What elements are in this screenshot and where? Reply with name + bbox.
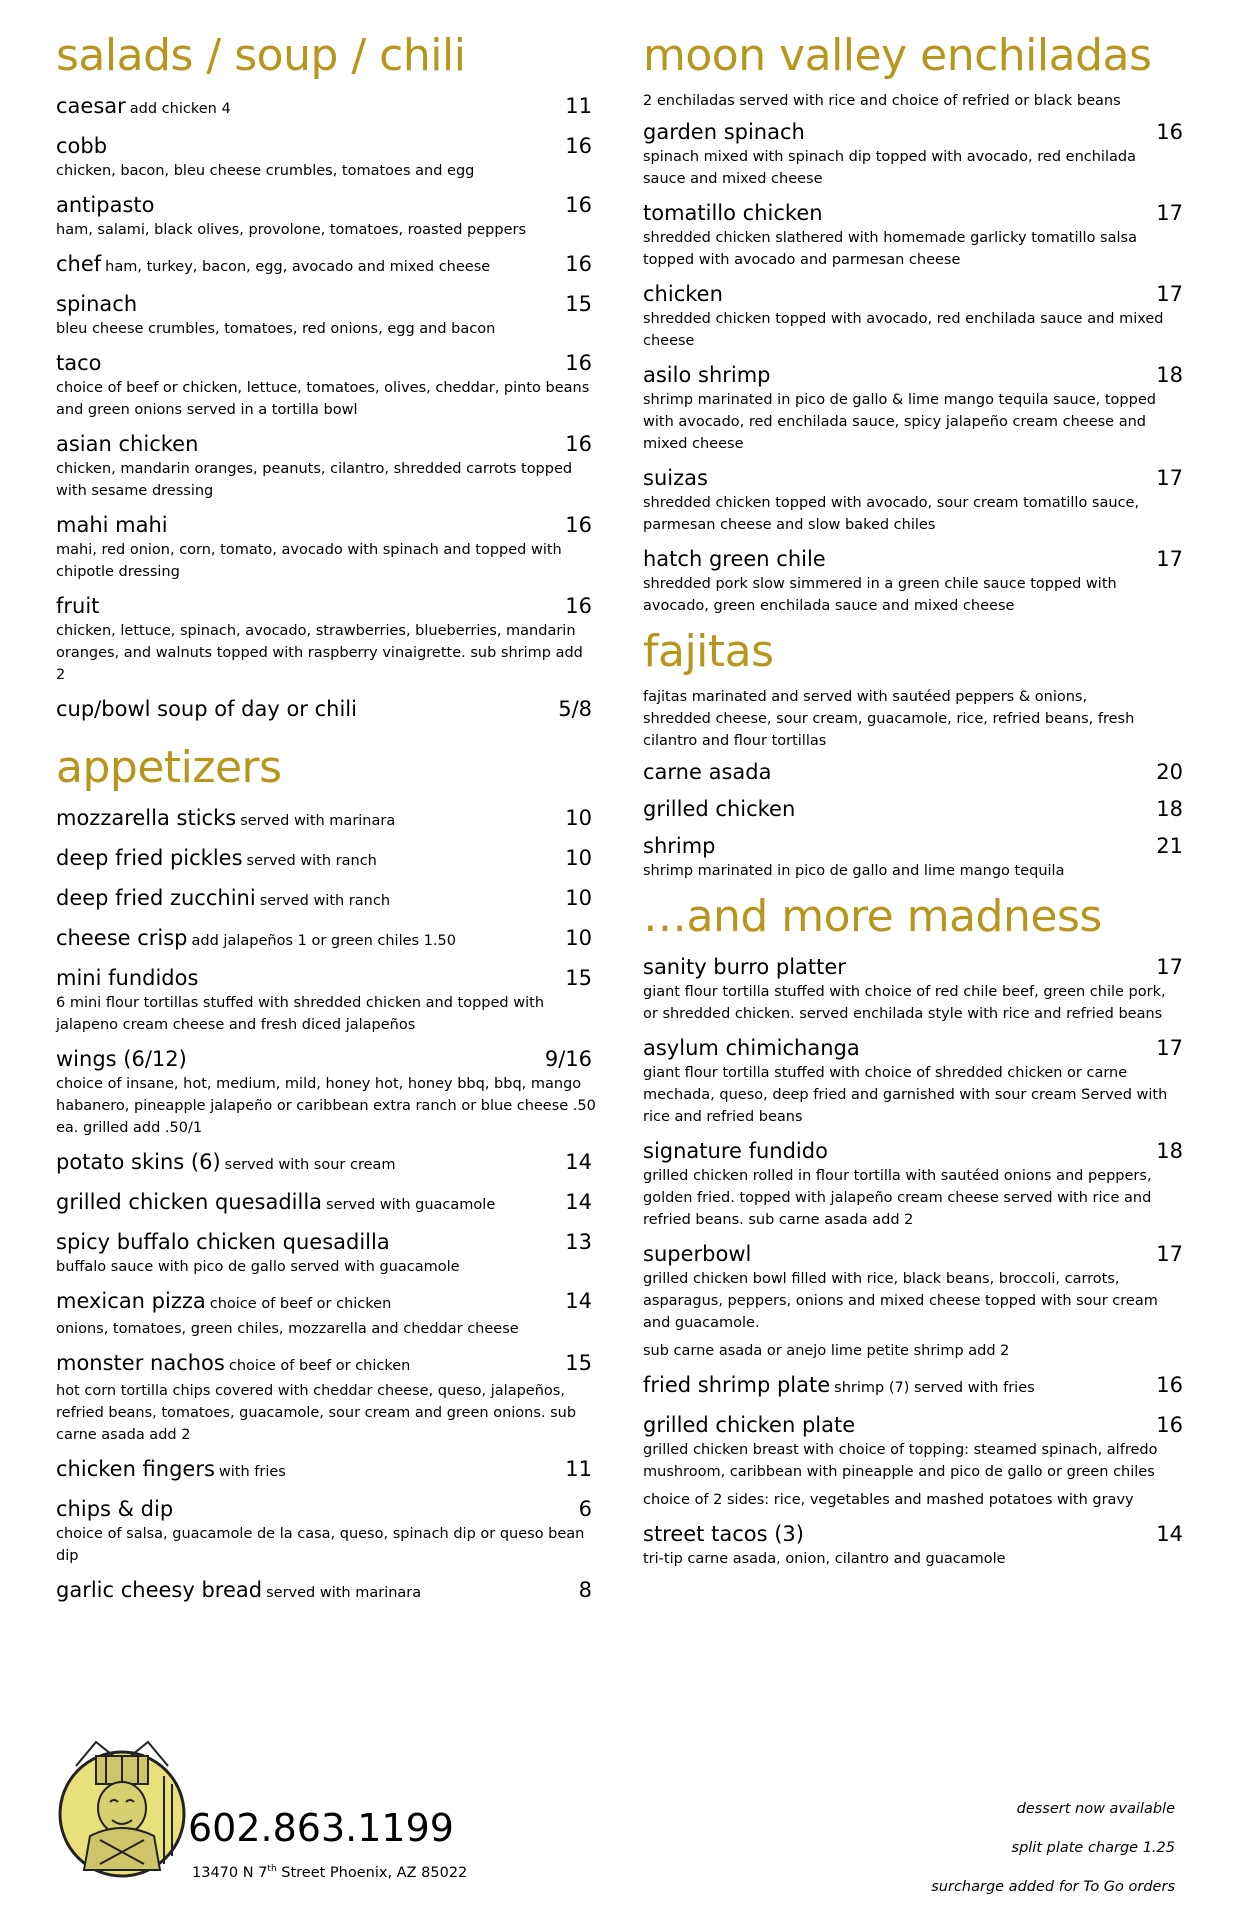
menu-item-price: 15 — [565, 292, 592, 316]
menu-item — [643, 1137, 1183, 1231]
menu-item-name: chef — [56, 252, 102, 276]
menu-item-header — [643, 1520, 1183, 1548]
menu-item — [56, 349, 596, 421]
menu-item-header — [56, 1576, 596, 1607]
menu-item — [56, 1576, 596, 1607]
menu-item-description: shrimp marinated in pico de gallo & lime mango tequila sauce, topped with avocado, red enchilada sauce, spicy jalapeño cream cheese and mixed cheese — [643, 392, 1156, 452]
menu-item-header — [56, 924, 596, 955]
menu-item — [56, 695, 596, 723]
menu-item-name: grilled chicken — [643, 797, 796, 821]
menu-item-header — [643, 361, 1183, 389]
fajitas-intro: fajitas marinated and served with sautéed peppers & onions, shredded cheese, sour cream, guacamole, rice, refried beans, fresh cilantro and flour tortillas — [643, 689, 1135, 749]
menu-item-header — [56, 844, 596, 875]
menu-item-price: 16 — [565, 594, 592, 618]
menu-item — [643, 464, 1183, 536]
menu-item — [643, 361, 1183, 455]
menu-item-description: spinach mixed with spinach dip topped with avocado, red enchilada sauce and mixed cheese — [643, 149, 1136, 187]
menu-item — [56, 592, 596, 686]
menu-item-name: taco — [56, 351, 102, 375]
menu-item-description: mahi, red onion, corn, tomato, avocado with spinach and topped with chipotle dressing — [56, 542, 562, 580]
menu-item-name: garlic cheesy bread — [56, 1578, 263, 1602]
menu-item-name: grilled chicken quesadilla — [56, 1190, 323, 1214]
menu-item-header — [643, 1240, 1183, 1268]
menu-item-price: 17 — [1156, 466, 1183, 490]
salads-list — [56, 92, 596, 723]
menu-item-header — [643, 758, 1183, 786]
footer-notes — [931, 1790, 1175, 1907]
menu-item-price: 21 — [1156, 834, 1183, 858]
menu-item-description: ham, salami, black olives, provolone, tomatoes, roasted peppers — [56, 222, 527, 238]
menu-item-header — [643, 953, 1183, 981]
appetizers-list — [56, 804, 596, 1607]
menu-item — [56, 1228, 596, 1278]
menu-item — [643, 118, 1183, 190]
menu-item-name: cobb — [56, 134, 108, 158]
menu-item-price: 16 — [1156, 1413, 1183, 1437]
menu-item-description: giant flour tortilla stuffed with choice of shredded chicken or carne mechada, queso, deep fried and garnished with sour cream Served with rice and refried beans — [643, 1065, 1168, 1125]
menu-item — [56, 1045, 596, 1139]
menu-item-description: chicken, lettuce, spinach, avocado, strawberries, blueberries, mandarin oranges, and walnuts topped with raspberry vinaigrette. sub shrimp add 2 — [56, 623, 583, 683]
menu-item-description-extra: choice of 2 sides: rice, vegetables and mashed potatoes with gravy — [643, 1492, 1134, 1508]
menu-item-name: spinach — [56, 292, 138, 316]
menu-item-header — [643, 832, 1183, 860]
section-title-salads: salads / soup / chili — [56, 30, 466, 81]
menu-item-price: 17 — [1156, 1242, 1183, 1266]
menu-item-name: mahi mahi — [56, 513, 168, 537]
menu-item-name: monster nachos — [56, 1351, 225, 1375]
menu-item-header — [56, 1455, 596, 1486]
enchiladas-list — [643, 118, 1183, 617]
menu-item-description: bleu cheese crumbles, tomatoes, red onions, egg and bacon — [56, 321, 496, 337]
menu-item — [56, 1495, 596, 1567]
menu-item-note: choice of beef or chicken — [209, 1296, 392, 1312]
menu-item-price: 16 — [565, 134, 592, 158]
menu-item-price: 16 — [565, 193, 592, 217]
menu-item-price: 14 — [565, 1150, 592, 1174]
menu-item — [643, 545, 1183, 617]
menu-item-name: hatch green chile — [643, 547, 826, 571]
address-rest: Street Phoenix, AZ 85022 — [276, 1864, 468, 1881]
menu-item-header — [56, 349, 596, 377]
menu-item-note: served with guacamole — [326, 1197, 496, 1213]
menu-item-price: 9/16 — [544, 1047, 592, 1071]
menu-item-header — [643, 1137, 1183, 1165]
menu-item-price: 15 — [565, 1351, 592, 1375]
menu-item-price: 18 — [1156, 363, 1183, 387]
menu-item-name: street tacos (3) — [643, 1522, 804, 1546]
menu-item-name: carne asada — [643, 760, 772, 784]
menu-item-note: served with marinara — [240, 813, 396, 829]
note-surcharge: surcharge added for To Go orders — [931, 1879, 1175, 1895]
menu-item-header — [56, 695, 596, 723]
menu-item-name: caesar — [56, 94, 126, 118]
left-column — [56, 30, 596, 1616]
address — [192, 1860, 467, 1882]
menu-item — [56, 924, 596, 955]
menu-item-note: ham, turkey, bacon, egg, avocado and mixed cheese — [105, 259, 491, 275]
menu-item — [56, 92, 596, 123]
mascot-logo-icon — [56, 1736, 188, 1882]
menu-item-price: 17 — [1156, 201, 1183, 225]
menu-item-name: mini fundidos — [56, 966, 199, 990]
menu-item — [56, 191, 596, 241]
menu-item-name: wings (6/12) — [56, 1047, 187, 1071]
menu-item-header — [643, 1371, 1183, 1402]
menu-item-price: 16 — [565, 513, 592, 537]
menu-item-note: served with sour cream — [224, 1157, 396, 1173]
menu-item — [56, 1188, 596, 1219]
menu-item-price: 17 — [1156, 955, 1183, 979]
menu-item-name: tomatillo chicken — [643, 201, 823, 225]
menu-item-name: deep fried zucchini — [56, 886, 256, 910]
note-dessert: dessert now available — [1016, 1801, 1175, 1817]
menu-item-name: grilled chicken plate — [643, 1413, 856, 1437]
menu-item-price: 14 — [565, 1190, 592, 1214]
menu-item-description: shredded chicken topped with avocado, red enchilada sauce and mixed cheese — [643, 311, 1164, 349]
phone-number: 602.863.1199 — [188, 1806, 454, 1850]
menu-item-price: 14 — [1156, 1522, 1183, 1546]
menu-item-header — [56, 1495, 596, 1523]
menu-item — [56, 1287, 596, 1340]
menu-item — [643, 1240, 1183, 1362]
menu-item-description: choice of insane, hot, medium, mild, honey hot, honey bbq, bbq, mango habanero, pineapple jalapeño or caribbean extra ranch or blue cheese .50 ea. grilled add .50/1 — [56, 1076, 596, 1136]
menu-item-note: add jalapeños 1 or green chiles 1.50 — [191, 933, 456, 949]
menu-item-name: potato skins (6) — [56, 1150, 221, 1174]
menu-item-price: 14 — [565, 1289, 592, 1313]
menu-item-description: buffalo sauce with pico de gallo served with guacamole — [56, 1259, 460, 1275]
menu-item-name: spicy buffalo chicken quesadilla — [56, 1230, 390, 1254]
menu-item — [56, 250, 596, 281]
menu-item-price: 20 — [1156, 760, 1183, 784]
menu-item-name: superbowl — [643, 1242, 752, 1266]
menu-item-note: served with marinara — [266, 1585, 422, 1601]
menu-item-header — [56, 132, 596, 160]
menu-item-header — [643, 118, 1183, 146]
menu-item — [643, 1034, 1183, 1128]
footer-contact — [56, 1728, 616, 1888]
menu-item-price: 17 — [1156, 1036, 1183, 1060]
menu-item-price: 18 — [1156, 797, 1183, 821]
note-split-plate: split plate charge 1.25 — [1011, 1840, 1175, 1856]
menu-item-header — [56, 250, 596, 281]
menu-item-price: 16 — [565, 252, 592, 276]
right-column — [643, 30, 1183, 1579]
menu-item — [56, 804, 596, 835]
menu-item-header — [643, 1411, 1183, 1439]
menu-item-header — [56, 511, 596, 539]
menu-item — [643, 1411, 1183, 1511]
menu-item-header — [56, 191, 596, 219]
menu-item-description: giant flour tortilla stuffed with choice of red chile beef, green chile pork, or shredded chicken. served enchilada style with rice and refried beans — [643, 984, 1166, 1022]
fajitas-list — [643, 758, 1183, 882]
menu-item-header — [643, 464, 1183, 492]
menu-item — [56, 884, 596, 915]
menu-item-description: choice of beef or chicken, lettuce, tomatoes, olives, cheddar, pinto beans and green onions served in a tortilla bowl — [56, 380, 590, 418]
section-title-fajitas: fajitas — [643, 626, 774, 677]
menu-item-name: antipasto — [56, 193, 155, 217]
menu-item — [56, 1148, 596, 1179]
menu-item — [56, 132, 596, 182]
menu-item — [56, 430, 596, 502]
menu-item-name: signature fundido — [643, 1139, 828, 1163]
menu-item-price: 6 — [578, 1497, 592, 1521]
menu-item-header — [56, 592, 596, 620]
menu-item — [56, 290, 596, 340]
enchiladas-intro: 2 enchiladas served with rice and choice of refried or black beans — [643, 93, 1121, 109]
menu-item-price: 18 — [1156, 1139, 1183, 1163]
menu-item-price: 17 — [1156, 547, 1183, 571]
menu-item-header — [56, 1045, 596, 1073]
menu-item-description: tri-tip carne asada, onion, cilantro and guacamole — [643, 1551, 1006, 1567]
menu-item — [56, 1455, 596, 1486]
menu-item-description: onions, tomatoes, green chiles, mozzarella and cheddar cheese — [56, 1321, 519, 1337]
menu-item — [56, 511, 596, 583]
menu-item — [56, 1349, 596, 1446]
menu-item-price: 10 — [565, 886, 592, 910]
menu-item-description: chicken, bacon, bleu cheese crumbles, tomatoes and egg — [56, 163, 475, 179]
menu-item-header — [643, 795, 1183, 823]
menu-item-name: asian chicken — [56, 432, 199, 456]
address-ordinal: th — [267, 1864, 277, 1874]
menu-item — [643, 1371, 1183, 1402]
menu-item-description-extra: sub carne asada or anejo lime petite shrimp add 2 — [643, 1343, 1010, 1359]
menu-item-description: grilled chicken breast with choice of topping: steamed spinach, alfredo mushroom, caribbean with pineapple and pico de gallo or green chiles — [643, 1442, 1158, 1480]
menu-item-header — [56, 884, 596, 915]
menu-item-note: shrimp (7) served with fries — [834, 1380, 1035, 1396]
menu-item-header — [643, 545, 1183, 573]
menu-item-description: shredded chicken topped with avocado, sour cream tomatillo sauce, parmesan cheese and slow baked chiles — [643, 495, 1140, 533]
menu-item-name: fried shrimp plate — [643, 1373, 831, 1397]
menu-item-note: add chicken 4 — [129, 101, 231, 117]
menu-item-name: asylum chimichanga — [643, 1036, 860, 1060]
menu-item — [643, 795, 1183, 823]
menu-item-price: 10 — [565, 926, 592, 950]
menu-item-name: cheese crisp — [56, 926, 188, 950]
section-title-enchiladas: moon valley enchiladas — [643, 30, 1152, 81]
menu-item-description: grilled chicken rolled in flour tortilla with sautéed onions and peppers, golden fried. topped with jalapeño cream cheese served with rice and refried beans. sub carne asada add 2 — [643, 1168, 1152, 1228]
menu-item-name: deep fried pickles — [56, 846, 243, 870]
menu-item-name: mozzarella sticks — [56, 806, 237, 830]
menu-item-name: sanity burro platter — [643, 955, 846, 979]
menu-item-name: shrimp — [643, 834, 716, 858]
menu-item-name: garden spinach — [643, 120, 805, 144]
menu-item-name: fruit — [56, 594, 100, 618]
menu-item-note: served with ranch — [259, 893, 391, 909]
menu-item-header — [56, 804, 596, 835]
menu-item-price: 8 — [578, 1578, 592, 1602]
menu-item-price: 17 — [1156, 282, 1183, 306]
menu-item-note: served with ranch — [246, 853, 377, 869]
menu-item-price: 10 — [565, 846, 592, 870]
menu-item-description: 6 mini flour tortillas stuffed with shredded chicken and topped with jalapeno cream cheese and fresh diced jalapeños — [56, 995, 545, 1033]
menu-item-header — [56, 1228, 596, 1256]
menu-item-price: 15 — [565, 966, 592, 990]
menu-item-price: 16 — [1156, 120, 1183, 144]
menu-item — [643, 758, 1183, 786]
menu-item-header — [56, 92, 596, 123]
menu-item-price: 11 — [565, 94, 592, 118]
menu-item-price: 11 — [565, 1457, 592, 1481]
menu-item-description: chicken, mandarin oranges, peanuts, cilantro, shredded carrots topped with sesame dressing — [56, 461, 573, 499]
menu-item-note: with fries — [218, 1464, 286, 1480]
menu-item-header — [56, 290, 596, 318]
menu-item-note: choice of beef or chicken — [228, 1358, 411, 1374]
menu-item-price: 5/8 — [558, 697, 592, 721]
menu-item-header — [643, 1034, 1183, 1062]
menu-item-description: shredded pork slow simmered in a green chile sauce topped with avocado, green enchilada sauce and mixed cheese — [643, 576, 1117, 614]
madness-list — [643, 953, 1183, 1570]
menu-item-header — [56, 1349, 596, 1380]
menu-item — [643, 280, 1183, 352]
menu-item — [643, 1520, 1183, 1570]
menu-item-description: shredded chicken slathered with homemade garlicky tomatillo salsa topped with avocado and parmesan cheese — [643, 230, 1137, 268]
menu-item-header — [56, 1188, 596, 1219]
menu-item-price: 16 — [565, 351, 592, 375]
menu-item-description: hot corn tortilla chips covered with cheddar cheese, queso, jalapeños, refried beans, tomatoes, guacamole, sour cream and green onions. sub carne asada add 2 — [56, 1383, 577, 1443]
menu-item-name: asilo shrimp — [643, 363, 771, 387]
menu-item-name: suizas — [643, 466, 708, 490]
menu-item-name: mexican pizza — [56, 1289, 206, 1313]
menu-item-name: cup/bowl soup of day or chili — [56, 697, 357, 721]
menu-item-name: chips & dip — [56, 1497, 174, 1521]
menu-item-price: 16 — [1156, 1373, 1183, 1397]
menu-item-header — [56, 1148, 596, 1179]
menu-item — [643, 199, 1183, 271]
menu-item — [56, 844, 596, 875]
menu-item-name: chicken fingers — [56, 1457, 215, 1481]
menu-item — [56, 964, 596, 1036]
menu-item-header — [643, 199, 1183, 227]
menu-item — [643, 953, 1183, 1025]
menu-item-description: shrimp marinated in pico de gallo and lime mango tequila — [643, 863, 1065, 879]
section-title-appetizers: appetizers — [56, 742, 282, 793]
menu-item-price: 16 — [565, 432, 592, 456]
menu-item-header — [643, 280, 1183, 308]
menu-item-header — [56, 1287, 596, 1318]
menu-item-description: choice of salsa, guacamole de la casa, queso, spinach dip or queso bean dip — [56, 1526, 585, 1564]
menu-item-name: chicken — [643, 282, 723, 306]
address-street-number: 13470 N 7 — [192, 1864, 268, 1881]
menu-item-price: 10 — [565, 806, 592, 830]
menu-item-description: grilled chicken bowl filled with rice, black beans, broccoli, carrots, asparagus, peppers, onions and mixed cheese topped with sour cream and guacamole. — [643, 1271, 1158, 1331]
section-title-madness: …and more madness — [643, 891, 1102, 942]
menu-item — [643, 832, 1183, 882]
menu-item-price: 13 — [565, 1230, 592, 1254]
menu-item-header — [56, 430, 596, 458]
menu-item-header — [56, 964, 596, 992]
